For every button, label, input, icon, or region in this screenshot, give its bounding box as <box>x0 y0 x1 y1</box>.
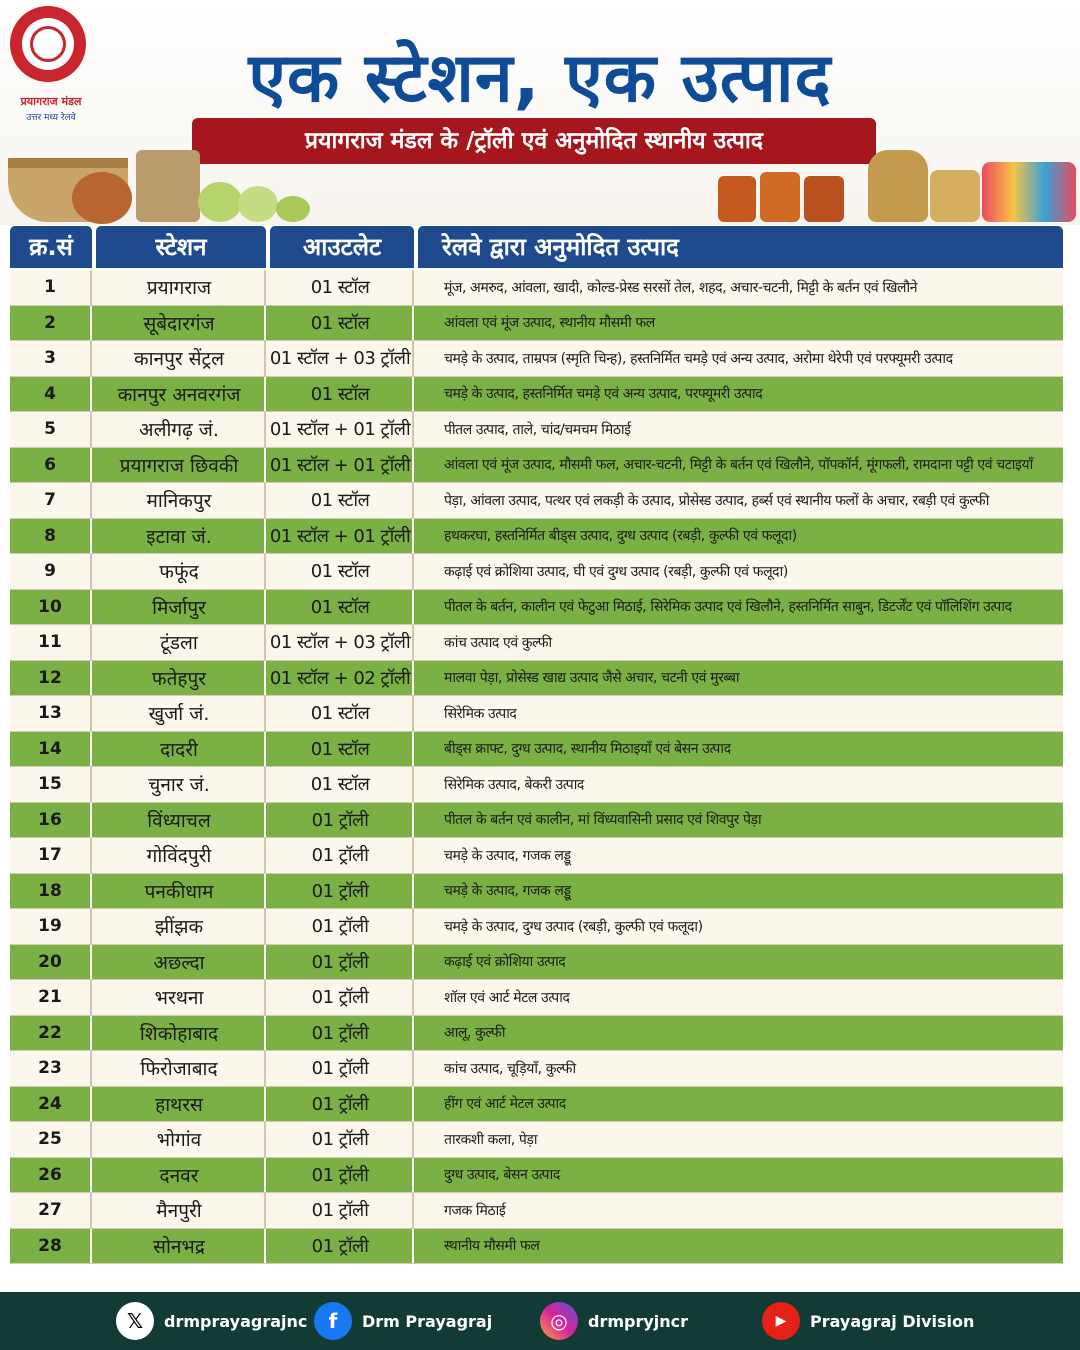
products-cell: मालवा पेड़ा, प्रोसेस्ड खाद्य उत्पाद जैसे अचार, चटनी एवं मुरब्बा <box>444 670 740 687</box>
products-cell: शॉल एवं आर्ट मेटल उत्पाद <box>444 989 570 1006</box>
table-row <box>10 270 1063 306</box>
station-cell: मैनपुरी <box>94 1193 266 1228</box>
products-cell: पेड़ा, आंवला उत्पाद, पत्थर एवं लकड़ी के उत्पाद, प्रोसेस्ड उत्पाद, हर्ब्स एवं स्थानीय फलों के अचार, रबड़ी एवं कुल्फी <box>444 492 989 509</box>
table-row <box>10 1016 1063 1052</box>
station-cell: सूबेदारगंज <box>94 306 266 341</box>
outlet-cell: 01 ट्रॉली <box>268 1158 414 1193</box>
header-serial: क्र.सं <box>10 226 92 268</box>
station-cell: चुनार जं. <box>94 767 266 802</box>
facebook-link[interactable] <box>314 1292 492 1350</box>
station-cell: मिर्जापुर <box>94 590 266 625</box>
facebook-handle: Drm Prayagraj <box>362 1311 493 1331</box>
station-cell: गोविंदपुरी <box>94 838 266 873</box>
products-cell: कढ़ाई एवं क्रोशिया उत्पाद, घी एवं दुग्ध उत्पाद (रबड़ी, कुल्फी एवं फलूदा) <box>444 563 788 580</box>
outlet-cell: 01 स्टॉल <box>268 270 414 305</box>
page-subtitle: प्रयागराज मंडल के /ट्रॉली एवं अनुमोदित स्थानीय उत्पाद <box>192 118 876 164</box>
table-row <box>10 625 1063 661</box>
table-row <box>10 483 1063 519</box>
pickle-jar-image <box>760 172 800 222</box>
serial-cell: 24 <box>10 1087 92 1122</box>
table-row <box>10 554 1063 590</box>
outlet-cell: 01 ट्रॉली <box>268 945 414 980</box>
table-row <box>10 1122 1063 1158</box>
header-outlet: आउटलेट <box>270 226 414 268</box>
x-link[interactable] <box>116 1292 307 1350</box>
serial-cell: 26 <box>10 1158 92 1193</box>
outlet-cell: 01 ट्रॉली <box>268 1087 414 1122</box>
products-cell: चमड़े के उत्पाद, गजक लड्डू <box>444 883 571 900</box>
station-cell: दादरी <box>94 732 266 767</box>
serial-cell: 7 <box>10 483 92 518</box>
table-row <box>10 909 1063 945</box>
outlet-cell: 01 ट्रॉली <box>268 1193 414 1228</box>
table-row <box>10 306 1063 342</box>
x-icon: 𝕏 <box>116 1302 154 1340</box>
station-cell: कानपुर अनवरगंज <box>94 377 266 412</box>
table-row <box>10 661 1063 697</box>
outlet-cell: 01 ट्रॉली <box>268 1016 414 1051</box>
serial-cell: 5 <box>10 412 92 447</box>
outlet-cell: 01 स्टॉल + 01 ट्रॉली <box>268 519 414 554</box>
outlet-cell: 01 स्टॉल + 01 ट्रॉली <box>268 448 414 483</box>
outlet-cell: 01 स्टॉल <box>268 732 414 767</box>
products-cell: आंवला एवं मूंज उत्पाद, मौसमी फल, अचार-चटनी, मिट्टी के बर्तन एवं खिलौने, पॉपकॉर्न, मूंगफली, रामदाना पट्टी एवं चटाइयाँ <box>444 457 1033 474</box>
table-row <box>10 1087 1063 1123</box>
products-cell: कढ़ाई एवं क्रोशिया उत्पाद <box>444 954 566 971</box>
products-cell: हथकरघा, हस्तनिर्मित बीड्स उत्पाद, दुग्ध उत्पाद (रबड़ी, कुल्फी एवं फलूदा) <box>444 528 797 545</box>
table-row <box>10 341 1063 377</box>
serial-cell: 13 <box>10 696 92 731</box>
station-cell: प्रयागराज छिवकी <box>94 448 266 483</box>
products-cell: बीड्स क्राफ्ट, दुग्ध उत्पाद, स्थानीय मिठाइयाँ एवं बेसन उत्पाद <box>444 741 731 758</box>
youtube-handle: Prayagraj Division <box>810 1311 975 1331</box>
table-row <box>10 448 1063 484</box>
station-cell: भोगांव <box>94 1122 266 1157</box>
products-cell: सिरेमिक उत्पाद, बेकरी उत्पाद <box>444 776 584 793</box>
station-cell: हाथरस <box>94 1087 266 1122</box>
station-cell: दनवर <box>94 1158 266 1193</box>
logo-division-name: प्रयागराज मंडल <box>20 95 82 108</box>
instagram-link[interactable] <box>540 1292 688 1350</box>
footer <box>0 1292 1080 1350</box>
table-row <box>10 1051 1063 1087</box>
table-row <box>10 1193 1063 1229</box>
products-cell: स्थानीय मौसमी फल <box>444 1238 540 1255</box>
table-row <box>10 767 1063 803</box>
outlet-cell: 01 ट्रॉली <box>268 838 414 873</box>
products-cell: तारकशी कला, पेड़ा <box>444 1131 538 1148</box>
youtube-link[interactable] <box>762 1292 974 1350</box>
pickle-jar-image <box>718 176 756 222</box>
outlet-cell: 01 ट्रॉली <box>268 909 414 944</box>
serial-cell: 8 <box>10 519 92 554</box>
station-cell: फफूंद <box>94 554 266 589</box>
products-cell: चमड़े के उत्पाद, ताम्रपत्र (स्मृति चिन्ह), हस्तनिर्मित चमड़े एवं अन्य उत्पाद, अरोमा थेरेपी एवं परफ्यूमरी उत्पाद <box>444 350 953 367</box>
table-row <box>10 838 1063 874</box>
table-row <box>10 590 1063 626</box>
serial-cell: 2 <box>10 306 92 341</box>
station-cell: फतेहपुर <box>94 661 266 696</box>
serial-cell: 10 <box>10 590 92 625</box>
outlet-cell: 01 ट्रॉली <box>268 980 414 1015</box>
serial-cell: 22 <box>10 1016 92 1051</box>
table-row <box>10 874 1063 910</box>
serial-cell: 25 <box>10 1122 92 1157</box>
products-cell: पीतल के बर्तन एवं कालीन, मां विंध्यवासिनी प्रसाद एवं शिवपुर पेड़ा <box>444 812 762 829</box>
table-row <box>10 980 1063 1016</box>
table-header <box>10 226 1063 268</box>
serial-cell: 28 <box>10 1229 92 1264</box>
products-cell: आलू, कुल्फी <box>444 1025 506 1042</box>
table-row <box>10 377 1063 413</box>
x-handle: drmprayagrajnc <box>164 1311 308 1331</box>
outlet-cell: 01 स्टॉल <box>268 377 414 412</box>
products-cell: सिरेमिक उत्पाद <box>444 705 517 722</box>
table-row <box>10 1229 1063 1265</box>
table-row <box>10 945 1063 981</box>
outlet-cell: 01 ट्रॉली <box>268 1051 414 1086</box>
serial-cell: 1 <box>10 270 92 305</box>
products-cell: पीतल के बर्तन, कालीन एवं फेटुआ मिठाई, सिरेमिक उत्पाद एवं खिलौने, हस्तनिर्मित साबुन, डिटर्जेंट एवं पॉलिशिंग उत्पाद <box>444 599 1012 616</box>
brass-vessel-image <box>930 170 980 222</box>
station-cell: फिरोजाबाद <box>94 1051 266 1086</box>
products-cell: दुग्ध उत्पाद, बेसन उत्पाद <box>444 1167 560 1184</box>
station-cell: कानपुर सेंट्रल <box>94 341 266 376</box>
products-cell: कांच उत्पाद, चूड़ियाँ, कुल्फी <box>444 1060 576 1077</box>
header-station: स्टेशन <box>96 226 266 268</box>
serial-cell: 19 <box>10 909 92 944</box>
logo-zone-name: उत्तर मध्य रेलवे <box>26 113 76 123</box>
station-cell: विंध्याचल <box>94 803 266 838</box>
products-cell: पीतल उत्पाद, ताले, चांद/चमचम मिठाई <box>444 421 631 438</box>
station-cell: अलीगढ़ जं. <box>94 412 266 447</box>
outlet-cell: 01 स्टॉल <box>268 696 414 731</box>
outlet-cell: 01 स्टॉल <box>268 483 414 518</box>
station-cell: सोनभद्र <box>94 1229 266 1264</box>
serial-cell: 23 <box>10 1051 92 1086</box>
glass-cups-image <box>982 162 1076 222</box>
serial-cell: 21 <box>10 980 92 1015</box>
outlet-cell: 01 स्टॉल <box>268 590 414 625</box>
table-row <box>10 412 1063 448</box>
serial-cell: 16 <box>10 803 92 838</box>
serial-cell: 12 <box>10 661 92 696</box>
serial-cell: 18 <box>10 874 92 909</box>
table-row <box>10 696 1063 732</box>
station-cell: प्रयागराज <box>94 270 266 305</box>
header <box>0 0 1080 225</box>
products-cell: आंवला एवं मूंज उत्पाद, स्थानीय मौसमी फल <box>444 315 655 332</box>
serial-cell: 20 <box>10 945 92 980</box>
serial-cell: 14 <box>10 732 92 767</box>
station-cell: इटावा जं. <box>94 519 266 554</box>
station-cell: टूंडला <box>94 625 266 660</box>
instagram-icon: ◎ <box>540 1302 578 1340</box>
amla-fruit-image <box>198 182 242 222</box>
amla-fruit-image <box>238 186 278 222</box>
page-title: एक स्टेशन, एक उत्पाद <box>248 39 832 118</box>
serial-cell: 4 <box>10 377 92 412</box>
serial-cell: 3 <box>10 341 92 376</box>
serial-cell: 11 <box>10 625 92 660</box>
outlet-cell: 01 स्टॉल + 02 ट्रॉली <box>268 661 414 696</box>
clay-pot-image <box>72 172 132 224</box>
products-cell: चमड़े के उत्पाद, हस्तनिर्मित चमड़े एवं अन्य उत्पाद, परफ्यूमरी उत्पाद <box>444 386 763 403</box>
station-cell: पनकीधाम <box>94 874 266 909</box>
products-cell: चमड़े के उत्पाद, दुग्ध उत्पाद (रबड़ी, कुल्फी एवं फलूदा) <box>444 918 703 935</box>
station-cell: अछल्दा <box>94 945 266 980</box>
outlet-cell: 01 ट्रॉली <box>268 803 414 838</box>
youtube-icon: ▶ <box>762 1302 800 1340</box>
products-cell: मूंज, अमरुद, आंवला, खादी, कोल्ड-प्रेस्ड सरसों तेल, शहद, अचार-चटनी, मिट्टी के बर्तन एवं खिलौने <box>444 279 918 296</box>
station-cell: मानिकपुर <box>94 483 266 518</box>
facebook-icon: f <box>314 1302 352 1340</box>
station-cell: भरथना <box>94 980 266 1015</box>
serial-cell: 9 <box>10 554 92 589</box>
serial-cell: 27 <box>10 1193 92 1228</box>
station-cell: खुर्जा जं. <box>94 696 266 731</box>
outlet-cell: 01 ट्रॉली <box>268 1229 414 1264</box>
outlet-cell: 01 ट्रॉली <box>268 874 414 909</box>
products-cell: हींग एवं आर्ट मेटल उत्पाद <box>444 1096 566 1113</box>
jute-bag-image <box>136 150 200 222</box>
outlet-cell: 01 स्टॉल + 03 ट्रॉली <box>268 341 414 376</box>
instagram-handle: drmpryjncr <box>588 1311 689 1331</box>
indian-railways-logo <box>6 6 90 126</box>
products-cell: चमड़े के उत्पाद, गजक लड्डू <box>444 847 571 864</box>
table-row <box>10 803 1063 839</box>
header-products: रेलवे द्वारा अनुमोदित उत्पाद <box>418 226 1063 268</box>
amla-fruit-image <box>276 196 310 222</box>
serial-cell: 17 <box>10 838 92 873</box>
outlet-cell: 01 स्टॉल <box>268 306 414 341</box>
serial-cell: 6 <box>10 448 92 483</box>
brass-vessel-image <box>868 150 928 222</box>
table-row <box>10 519 1063 555</box>
products-cell: कांच उत्पाद एवं कुल्फी <box>444 634 552 651</box>
station-cell: झींझक <box>94 909 266 944</box>
outlet-cell: 01 स्टॉल <box>268 767 414 802</box>
table-row <box>10 1158 1063 1194</box>
serial-cell: 15 <box>10 767 92 802</box>
products-cell: गजक मिठाई <box>444 1202 506 1219</box>
outlet-cell: 01 ट्रॉली <box>268 1122 414 1157</box>
outlet-cell: 01 स्टॉल + 03 ट्रॉली <box>268 625 414 660</box>
pickle-jar-image <box>804 176 844 222</box>
table-row <box>10 732 1063 768</box>
outlet-cell: 01 स्टॉल <box>268 554 414 589</box>
station-cell: शिकोहाबाद <box>94 1016 266 1051</box>
outlet-cell: 01 स्टॉल + 01 ट्रॉली <box>268 412 414 447</box>
station-products-table <box>10 270 1063 1264</box>
